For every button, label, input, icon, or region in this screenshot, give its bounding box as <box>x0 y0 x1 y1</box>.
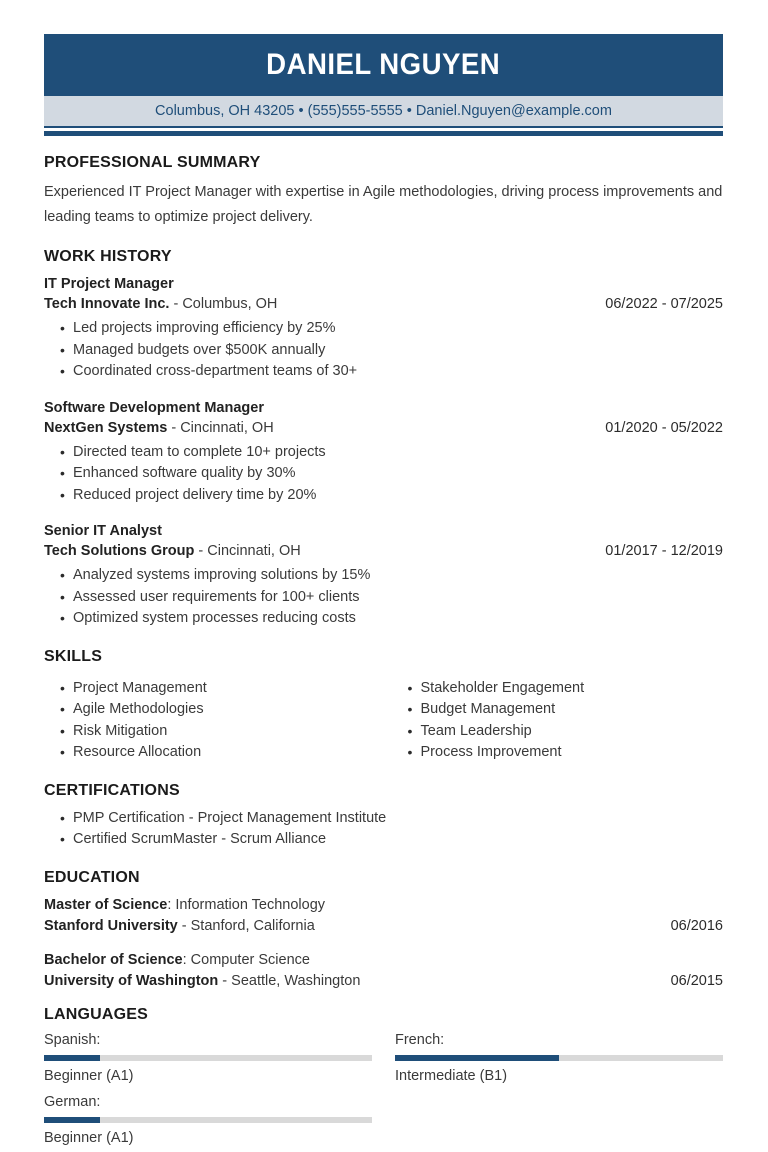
section-title-languages: LANGUAGES <box>44 1005 149 1023</box>
job-company-location <box>44 418 274 438</box>
header-divider <box>44 126 723 136</box>
education-entry <box>44 895 723 937</box>
skill-item: • Project Management <box>44 678 376 700</box>
graduation-date: 06/2016 <box>670 917 723 934</box>
job-entry <box>44 274 723 383</box>
skills-columns <box>44 674 723 764</box>
job-bullet-list <box>44 318 723 383</box>
certification-list <box>44 808 723 851</box>
skills-left-column <box>44 678 376 764</box>
candidate-name: DANIEL NGUYEN <box>266 48 501 81</box>
job-dates: 01/2020 - 05/2022 <box>605 419 723 436</box>
job-bullet-list <box>44 565 723 630</box>
skill-item: • Stakeholder Engagement <box>392 678 724 700</box>
school-name: University of Washington <box>44 972 219 989</box>
job-location: - Cincinnati, OH <box>167 419 274 436</box>
degree-field: : Computer Science <box>182 951 310 968</box>
job-company-location <box>44 294 277 314</box>
job-bullet: • Reduced project delivery time by 20% <box>44 485 723 507</box>
section-title-education: EDUCATION <box>44 868 140 886</box>
section-title-summary: PROFESSIONAL SUMMARY <box>44 154 261 171</box>
summary-text: Experienced IT Project Manager with expertise in Agile methodologies, driving process improvements and leading teams to optimize project delivery. <box>44 184 723 225</box>
skill-item: • Agile Methodologies <box>44 699 376 721</box>
language-name: German: <box>44 1093 101 1110</box>
job-bullet: • Enhanced software quality by 30% <box>44 463 723 485</box>
degree-line <box>44 895 723 916</box>
language-progress-bar <box>44 1117 372 1123</box>
section-education <box>44 869 723 992</box>
language-progress-fill <box>44 1117 100 1123</box>
language-progress-fill <box>395 1055 559 1061</box>
language-level: Intermediate (B1) <box>395 1067 508 1084</box>
school-line <box>44 916 315 937</box>
section-work-history <box>44 248 723 630</box>
skill-item: • Risk Mitigation <box>44 721 376 743</box>
languages-grid <box>44 1032 723 1148</box>
language-name: French: <box>395 1031 445 1048</box>
degree-line <box>44 950 723 971</box>
job-bullet: • Assessed user requirements for 100+ clients <box>44 587 723 609</box>
degree-name: Master of Science <box>44 896 168 913</box>
skill-item: • Team Leadership <box>392 721 724 743</box>
contact-info: Columbus, OH 43205 • (555)555-5555 • Daniel.Nguyen@example.com <box>155 103 612 119</box>
school-line <box>44 971 360 992</box>
skill-item: • Process Improvement <box>392 742 724 764</box>
degree-field: : Information Technology <box>167 896 326 913</box>
job-company-location <box>44 541 301 561</box>
job-bullet-list <box>44 442 723 507</box>
skills-right-column <box>392 678 724 764</box>
skill-item: • Resource Allocation <box>44 742 376 764</box>
school-location: - Seattle, Washington <box>218 972 361 989</box>
languages-grid-spacer <box>395 1094 723 1148</box>
section-certifications <box>44 782 723 851</box>
job-dates: 06/2022 - 07/2025 <box>605 296 723 312</box>
job-bullet: • Optimized system processes reducing costs <box>44 608 723 630</box>
job-company: Tech Solutions Group <box>44 543 195 559</box>
job-location: - Columbus, OH <box>169 296 278 312</box>
skill-item: • Budget Management <box>392 699 724 721</box>
job-bullet: • Managed budgets over $500K annually <box>44 340 723 362</box>
school-name: Stanford University <box>44 917 178 934</box>
job-bullet: • Directed team to complete 10+ projects <box>44 442 723 464</box>
language-progress-bar <box>44 1055 372 1061</box>
section-title-certifications: CERTIFICATIONS <box>44 781 180 799</box>
degree-name: Bachelor of Science <box>44 951 183 968</box>
section-title-skills: SKILLS <box>44 647 103 665</box>
certification-item: • Certified ScrumMaster - Scrum Alliance <box>44 829 723 851</box>
name-banner <box>44 34 723 96</box>
job-entry <box>44 398 723 507</box>
job-entry <box>44 521 723 630</box>
job-location: - Cincinnati, OH <box>194 543 301 559</box>
section-languages <box>44 1006 723 1148</box>
contact-bar <box>44 96 723 126</box>
job-role: Senior IT Analyst <box>44 523 162 539</box>
language-level: Beginner (A1) <box>44 1129 134 1146</box>
job-company: Tech Innovate Inc. <box>44 296 170 312</box>
graduation-date: 06/2015 <box>670 972 723 989</box>
section-skills <box>44 648 723 764</box>
language-entry <box>395 1032 723 1084</box>
section-professional-summary <box>44 154 723 230</box>
job-role: IT Project Manager <box>44 276 174 292</box>
language-progress-fill <box>44 1055 100 1061</box>
section-title-work: WORK HISTORY <box>44 248 172 265</box>
job-bullet: • Coordinated cross-department teams of 30+ <box>44 361 723 383</box>
job-dates: 01/2017 - 12/2019 <box>605 543 723 559</box>
job-company: NextGen Systems <box>44 419 168 436</box>
job-bullet: • Analyzed systems improving solutions by 15% <box>44 565 723 587</box>
education-entry <box>44 950 723 992</box>
certification-item: • PMP Certification - Project Management Institute <box>44 808 723 830</box>
language-level: Beginner (A1) <box>44 1067 134 1084</box>
school-location: - Stanford, California <box>177 917 315 934</box>
job-role: Software Development Manager <box>44 399 264 416</box>
language-name: Spanish: <box>44 1031 101 1048</box>
job-bullet: • Led projects improving efficiency by 25% <box>44 318 723 340</box>
language-entry <box>44 1032 372 1084</box>
language-entry <box>44 1094 372 1146</box>
language-progress-bar <box>395 1055 723 1061</box>
